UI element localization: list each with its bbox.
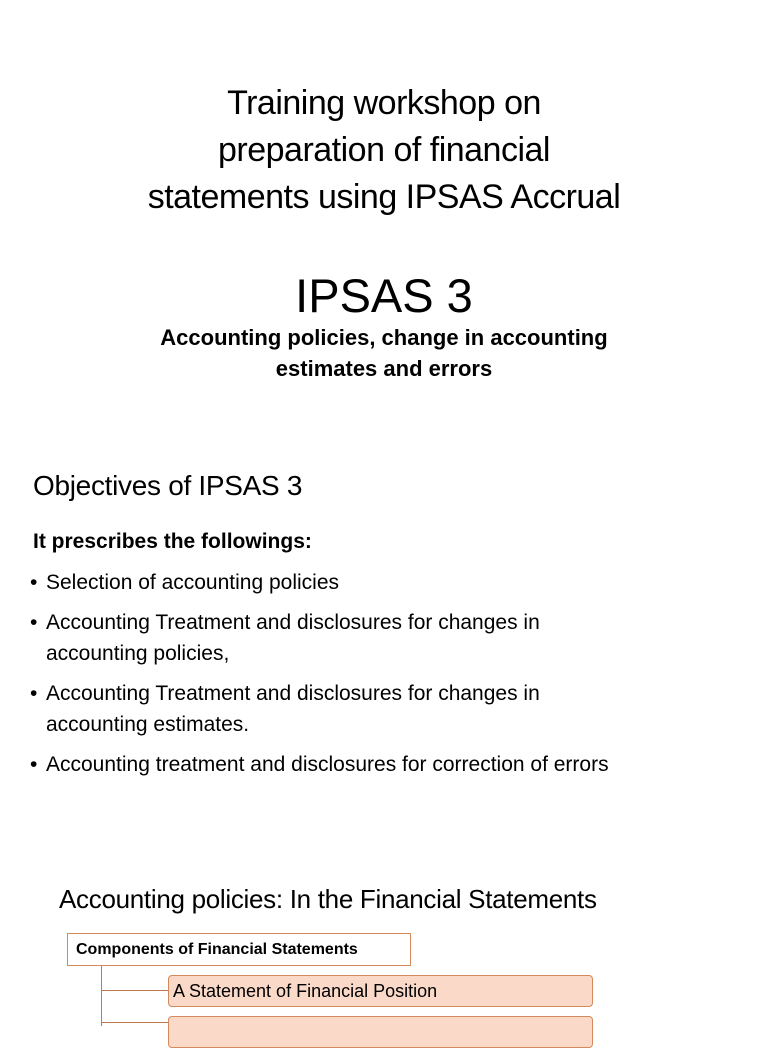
objectives-lead: It prescribes the followings: <box>33 530 312 553</box>
subtitle-line: estimates and errors <box>275 356 493 381</box>
bullet-icon: • <box>30 753 38 776</box>
list-item <box>30 749 766 780</box>
bullet-icon: • <box>30 611 38 634</box>
workshop-title <box>0 80 768 221</box>
bullet-line: accounting estimates. <box>46 713 250 736</box>
bullet-line: Accounting Treatment and disclosures for changes in <box>46 682 540 705</box>
bullet-line: accounting policies, <box>46 642 230 665</box>
objectives-list <box>30 567 766 789</box>
list-item <box>30 607 766 669</box>
component-box-next <box>168 1016 593 1048</box>
bullet-icon: • <box>30 682 38 705</box>
list-item <box>30 678 766 740</box>
accounting-policies-heading: Accounting policies: In the Financial Statements <box>59 884 597 914</box>
slide-objectives <box>0 430 768 830</box>
tree-connector-vertical <box>101 966 102 1026</box>
component-box-financial-position: A Statement of Financial Position <box>168 975 593 1007</box>
bullet-line: Accounting treatment and disclosures for correction of errors <box>46 753 609 776</box>
bullet-line: Selection of accounting policies <box>46 571 340 594</box>
ipsas-subtitle <box>0 322 768 384</box>
slide-accounting-policies <box>0 840 768 1024</box>
bullet-icon: • <box>30 571 38 594</box>
tree-connector-horizontal <box>101 1022 168 1023</box>
title-line: statements using IPSAS Accrual <box>147 178 621 216</box>
components-root-box: Components of Financial Statements <box>67 933 411 966</box>
bullet-line: Accounting Treatment and disclosures for changes in <box>46 611 540 634</box>
subtitle-line: Accounting policies, change in accounting <box>160 325 608 350</box>
ipsas-heading: IPSAS 3 <box>295 269 473 322</box>
objectives-heading: Objectives of IPSAS 3 <box>33 470 303 501</box>
title-line: preparation of financial <box>217 131 550 169</box>
title-line: Training workshop on <box>227 84 541 122</box>
slide-title <box>0 0 768 410</box>
tree-connector-horizontal <box>101 990 168 991</box>
list-item <box>30 567 766 598</box>
